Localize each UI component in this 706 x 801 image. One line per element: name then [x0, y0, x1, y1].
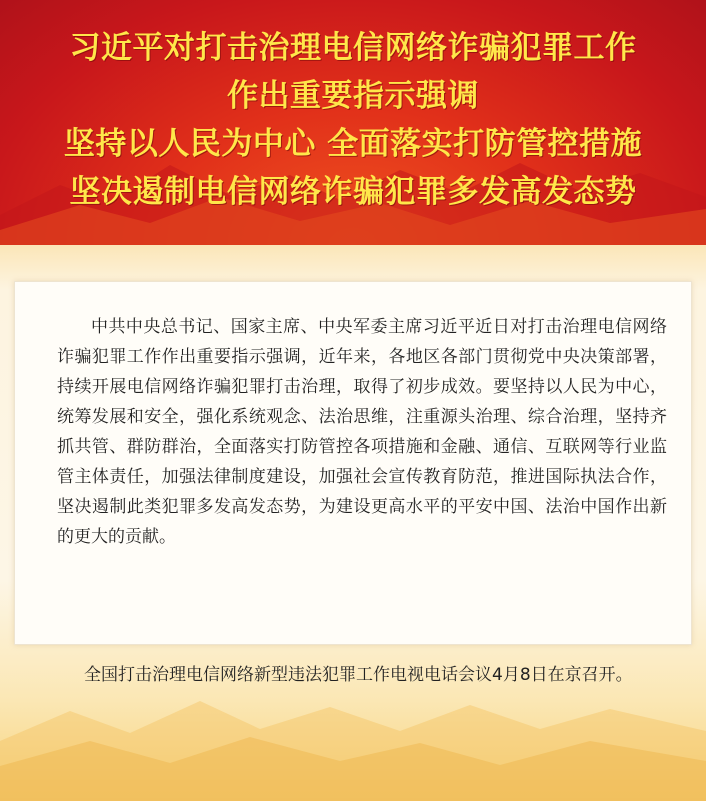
- article-card: [14, 281, 692, 645]
- headline-line-2: 作出重要指示强调: [227, 78, 479, 114]
- bottom-mountain-silhouette: [0, 671, 706, 801]
- article-paragraph: 中共中央总书记、国家主席、中央军委主席习近平近日对打击治理电信网络诈骗犯罪工作作出重要指示强调，近年来，各地区各部门贯彻党中央决策部署，持续开展电信网络诈骗犯罪打击治理，取得了初步成效。要坚持以人民为中心，统筹发展和安全，强化系统观念、法治思维，注重源头治理、综合治理，坚持齐抓共管、群防群治，全面落实打防管控各项措施和金融、通信、互联网等行业监管主体责任，加强法律制度建设，加强社会宣传教育防范，推进国际执法合作，坚决遏制此类犯罪多发高发态势，为建设更高水平的平安中国、法治中国作出新的更大的贡献。: [57, 317, 667, 547]
- headline-line-4: 坚决遏制电信网络诈骗犯罪多发高发态势: [69, 174, 637, 210]
- footer-paragraph: 全国打击治理电信网络新型违法犯罪工作电视电话会议4月8日在京召开。: [84, 665, 633, 685]
- headline-line-1: 习近平对打击治理电信网络诈骗犯罪工作: [69, 30, 637, 66]
- headline-line-3: 坚持以人民为中心 全面落实打防管控措施: [63, 126, 643, 162]
- headline: [0, 24, 706, 216]
- header-banner: [0, 0, 706, 245]
